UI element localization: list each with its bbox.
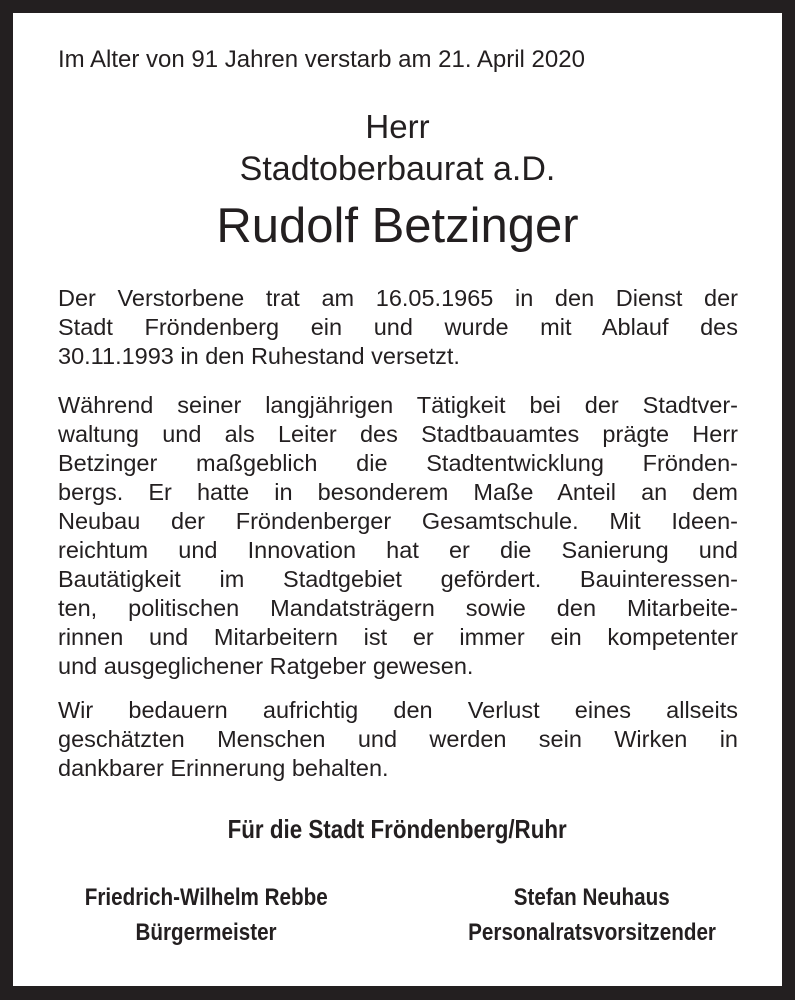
text-line: Neubau der Fröndenberger Gesamtschule. Mit Ideen-	[58, 508, 738, 534]
signatory-staff-council	[412, 880, 772, 950]
signatory-role: Personalratsvorsitzender	[468, 919, 716, 946]
text-line: reichtum und Innovation hat er die Sanierung und	[58, 537, 738, 563]
text-line: waltung und als Leiter des Stadtbauamtes prägte Herr	[58, 421, 738, 447]
paragraph-condolence	[58, 696, 738, 783]
sender-text: Für die Stadt Fröndenberg/Ruhr	[227, 814, 568, 844]
text-line: Wir bedauern aufrichtig den Verlust eines allseits	[58, 697, 738, 723]
signatory-name: Friedrich-Wilhelm Rebbe	[84, 884, 328, 911]
signatory-role: Bürgermeister	[135, 919, 277, 946]
text-line: Während seiner langjährigen Tätigkeit bei der Stadtver-	[58, 392, 738, 418]
salutation: Herr	[365, 108, 430, 145]
text-line: Der Verstorbene trat am 16.05.1965 in den Dienst der	[58, 285, 738, 311]
rank-title: Stadtoberbaurat a.D.	[239, 150, 556, 188]
signatory-mayor	[26, 880, 386, 950]
text-line: ten, politischen Mandatsträgern sowie den Mitarbeite-	[58, 595, 738, 621]
text-line: dankbarer Erinnerung behalten.	[58, 755, 389, 781]
deceased-name: Rudolf Betzinger	[216, 199, 579, 253]
text-line: bergs. Er hatte in besonderem Maße Anteil an dem	[58, 479, 738, 505]
text-line: Bautätigkeit im Stadtgebiet gefördert. Bauinteressen-	[58, 566, 738, 592]
text-line: Stadt Fröndenberg ein und wurde mit Ablauf des	[58, 314, 738, 340]
sender-line	[0, 814, 795, 845]
text-line: und ausgeglichener Ratgeber gewesen.	[58, 653, 474, 679]
paragraph-service	[58, 284, 738, 371]
text-line: rinnen und Mitarbeitern ist er immer ein kompetenter	[58, 624, 738, 650]
text-line: Betzinger maßgeblich die Stadtentwicklung Frönden-	[58, 450, 738, 476]
signatory-name: Stefan Neuhaus	[514, 884, 670, 911]
text-line: geschätzten Menschen und werden sein Wirken in	[58, 726, 738, 752]
death-notice-intro: Im Alter von 91 Jahren verstarb am 21. April 2020	[58, 46, 585, 73]
text-line: 30.11.1993 in den Ruhestand versetzt.	[58, 343, 460, 369]
paragraph-achievements	[58, 391, 738, 681]
